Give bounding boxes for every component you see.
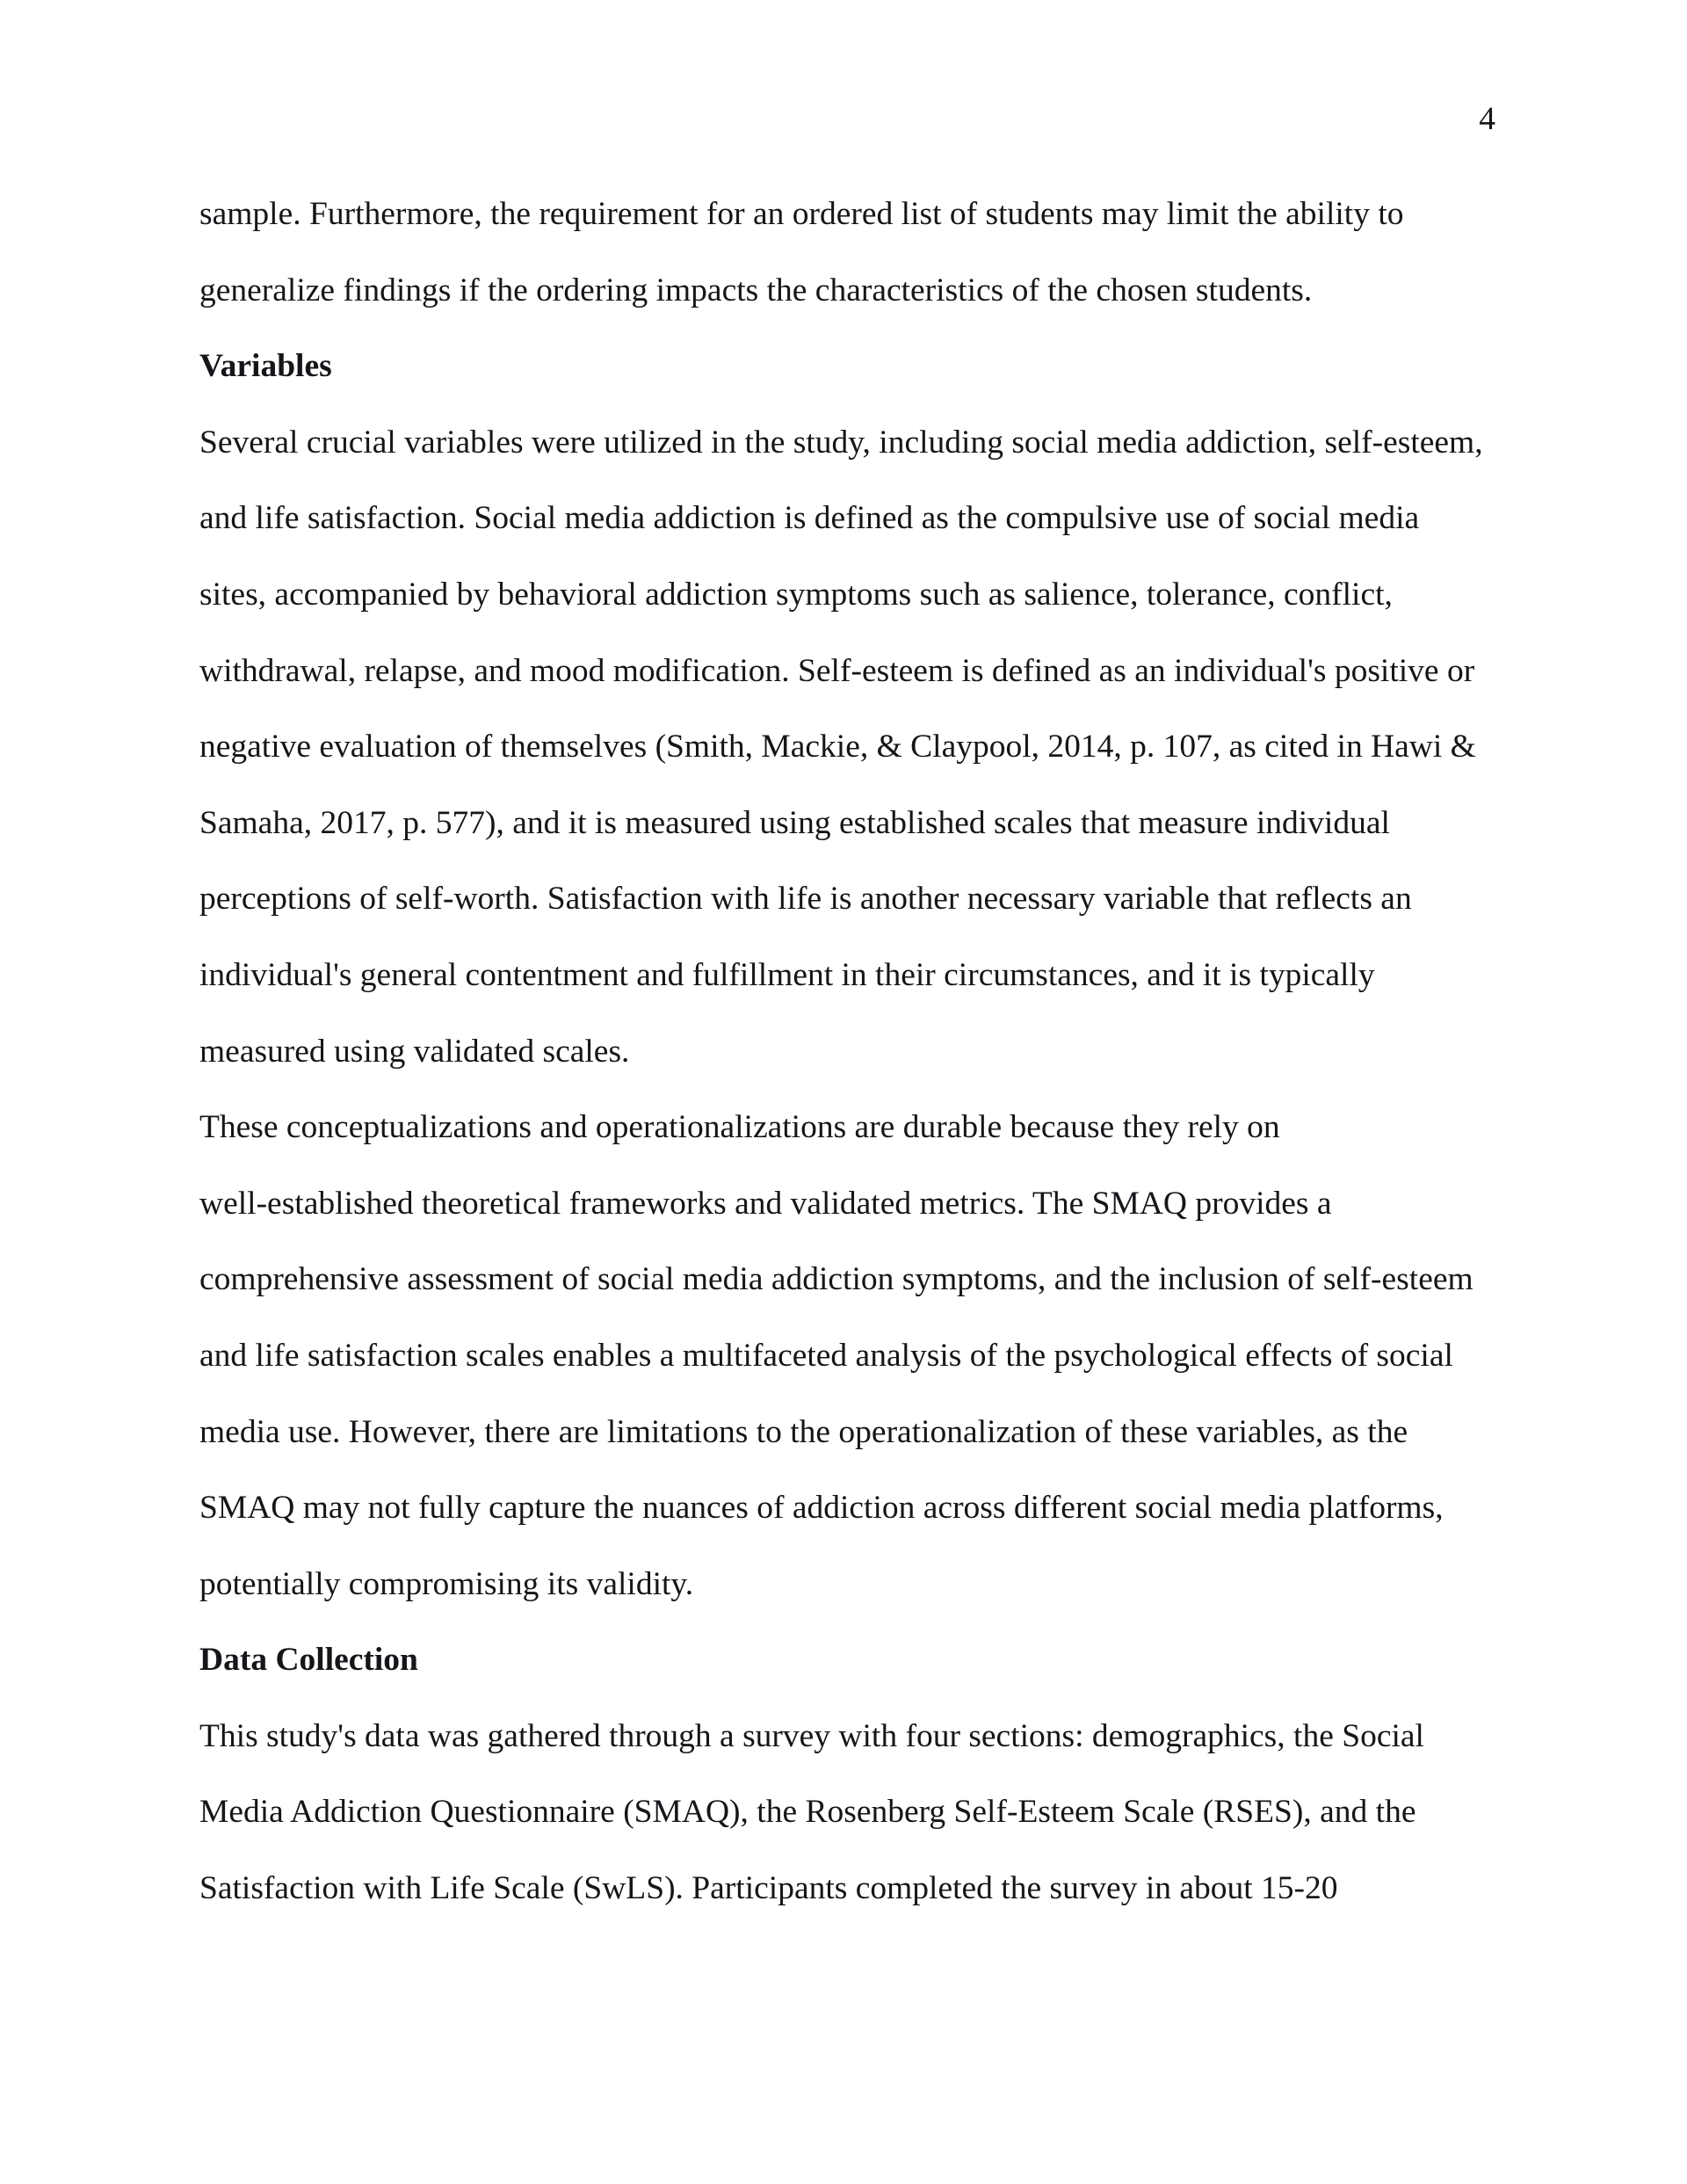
section-heading-data-collection: Data Collection (199, 1642, 418, 1679)
body-line: individual's general contentment and fulfillment in their circumstances, and it is typically (199, 956, 1375, 993)
body-line: perceptions of self-worth. Satisfaction with life is another necessary variable that reflects an (199, 881, 1412, 918)
body-line: generalize findings if the ordering impacts the characteristics of the chosen students. (199, 272, 1313, 308)
document-body (199, 177, 1517, 1927)
body-line: comprehensive assessment of social media addiction symptoms, and the inclusion of self-esteem (199, 1261, 1473, 1298)
body-line: measured using validated scales. (199, 1033, 630, 1070)
body-line: media use. However, there are limitations to the operationalization of these variables, as the (199, 1413, 1408, 1450)
body-line: These conceptualizations and operationalizations are durable because they rely on (199, 1109, 1280, 1146)
body-line: This study's data was gathered through a survey with four sections: demographics, the Social (199, 1717, 1424, 1754)
body-line: well-established theoretical frameworks and validated metrics. The SMAQ provides a (199, 1185, 1332, 1222)
section-heading-variables: Variables (199, 348, 332, 385)
body-line: and life satisfaction. Social media addiction is defined as the compulsive use of social media (199, 500, 1420, 537)
body-line: SMAQ may not fully capture the nuances of addiction across different social media platforms, (199, 1490, 1444, 1527)
body-line: withdrawal, relapse, and mood modification. Self-esteem is defined as an individual's positive or (199, 652, 1475, 689)
body-line: negative evaluation of themselves (Smith, Mackie, & Claypool, 2014, p. 107, as cited in Hawi & (199, 729, 1476, 765)
page-number: 4 (1479, 101, 1495, 137)
body-line: sample. Furthermore, the requirement for an ordered list of students may limit the ability to (199, 196, 1404, 232)
body-line: sites, accompanied by behavioral addiction symptoms such as salience, tolerance, conflict, (199, 576, 1393, 613)
body-line: potentially compromising its validity. (199, 1565, 694, 1602)
body-line: Satisfaction with Life Scale (SwLS). Participants completed the survey in about 15-20 (199, 1870, 1338, 1907)
body-line: Several crucial variables were utilized in the study, including social media addiction, self-esteem, (199, 424, 1483, 461)
body-line: Media Addiction Questionnaire (SMAQ), the Rosenberg Self-Esteem Scale (RSES), and the (199, 1794, 1416, 1831)
body-line: and life satisfaction scales enables a multifaceted analysis of the psychological effects of social (199, 1337, 1453, 1374)
body-line: Samaha, 2017, p. 577), and it is measured using established scales that measure individual (199, 804, 1390, 841)
